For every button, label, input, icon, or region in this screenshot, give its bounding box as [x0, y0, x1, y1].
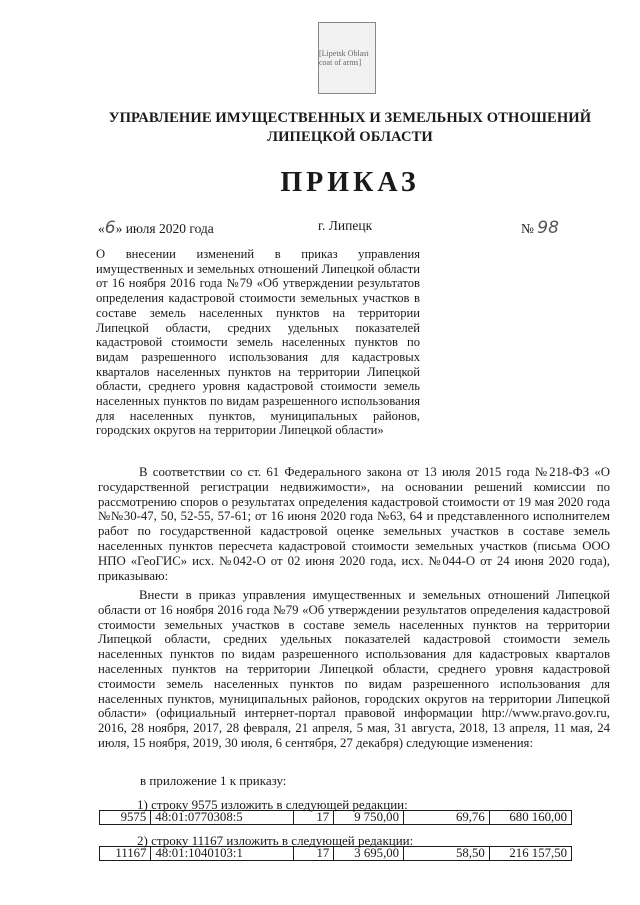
date-rest: » июля 2020 года [115, 221, 214, 236]
unit-value: 69,76 [403, 811, 489, 825]
agency-name [70, 109, 630, 147]
order-number-prefix: № [521, 221, 534, 236]
agency-name-line-1: УПРАВЛЕНИЕ ИМУЩЕСТВЕННЫХ И ЗЕМЕЛЬНЫХ ОТНОШЕНИЙ [108, 110, 592, 126]
table-row [100, 811, 572, 825]
city: г. Липецк [318, 218, 373, 233]
document-title: ПРИКАЗ [280, 167, 420, 198]
date-day-handwritten: 6 [104, 218, 116, 238]
order-number-handwritten: 98 [537, 218, 559, 238]
order-number [521, 218, 559, 238]
cadastral-value: 680 160,00 [489, 811, 571, 825]
amendment-paragraph: Внести в приказ управления имущественных и земельных отношений Липецкой области от 16 ноября 2016 года №79 «Об утверждении результатов определения кадастровой стоимости земельных участков в составе земель населенных пунктов на территории Липецкой области, средних удельных показателей кадастровой стоимости земель населенных пунктов по видам разрешенного использования для кадастровых кварталов населенных пунктов на территории Липецкой области, среднего уровня кадастровой стоимости земель населенных пунктов по видам разрешенного использования для населенных пунктов, муниципальных районов, городских округов на территории Липецкой области» (официальный интернет-портал правовой информации http://www.pravo.gov.ru, 2016, 28 ноября, 2017, 28 февраля, 21 апреля, 5 мая, 31 августа, 2018, 13 апреля, 11 мая, 24 июля, 15 ноября, 2019, 30 июля, 6 сентября, 27 декабря) следующие изменения: [98, 588, 610, 750]
order-subject: О внесении изменений в приказ управления имущественных и земельных отношений Липецкой области от 16 ноября 2016 года №79 «Об утверждении результатов определения кадастровой стоимости земельных участков в составе земель населенных пунктов на территории Липецкой области, средних удельных показателей кадастровой стоимости земель населенных пунктов по видам разрешенного использования для кадастровых кварталов населенных пунктов на территории Липецкой области, среднего уровня кадастровой стоимости земель населенных пунктов по видам разрешенного использования для населенных пунктов, муниципальных районов, городских округов на территории Липецкой области» [96, 247, 420, 438]
agency-name-line-2: ЛИПЕЦКОЙ ОБЛАСТИ [267, 129, 433, 145]
coat-of-arms-image [318, 22, 376, 94]
preamble-paragraph: В соответствии со ст. 61 Федерального закона от 13 июля 2015 года №218-ФЗ «О государственной регистрации недвижимости», на основании решений комиссии по рассмотрению споров о результатах определения кадастровой стоимости от 19 мая 2020 года №№30-47, 50, 52-55, 57-61; от 16 июня 2020 года №63, 64 и представленного исполнителем работ по государственной кадастровой оценке земельных участков в составе земель населенных пунктов пересчета кадастровой стоимости земельных участков (письма ООО НПО «ГеоГИС» исх. №042-О от 02 июня 2020 года, исх. №044-О от 24 июня 2020 года), приказываю: [98, 465, 610, 583]
cadastral-number: 48:01:0770308:5 [151, 811, 294, 825]
coat-of-arms-caption: [Lipetsk Oblast coat of arms] [319, 49, 369, 67]
cadastral-value: 216 157,50 [489, 847, 571, 861]
item-1-table [99, 810, 572, 825]
unit-value: 58,50 [404, 847, 490, 861]
cadastral-number: 48:01:1040103:1 [151, 847, 294, 861]
item-2-table [99, 846, 572, 861]
date-open-quote: « [98, 221, 105, 236]
area-value: 3 695,00 [334, 847, 404, 861]
row-number: 9575 [100, 811, 151, 825]
table-row [100, 847, 572, 861]
area-value: 9 750,00 [334, 811, 404, 825]
use-type-code: 17 [294, 811, 334, 825]
row-number: 11167 [100, 847, 151, 861]
item-1-label: 1) строку 9575 изложить в следующей редакции: [137, 797, 408, 812]
item-2-label: 2) строку 11167 изложить в следующей редакции: [137, 833, 414, 848]
use-type-code: 17 [294, 847, 334, 861]
order-date [98, 218, 214, 238]
appendix-line: в приложение 1 к приказу: [140, 773, 287, 788]
